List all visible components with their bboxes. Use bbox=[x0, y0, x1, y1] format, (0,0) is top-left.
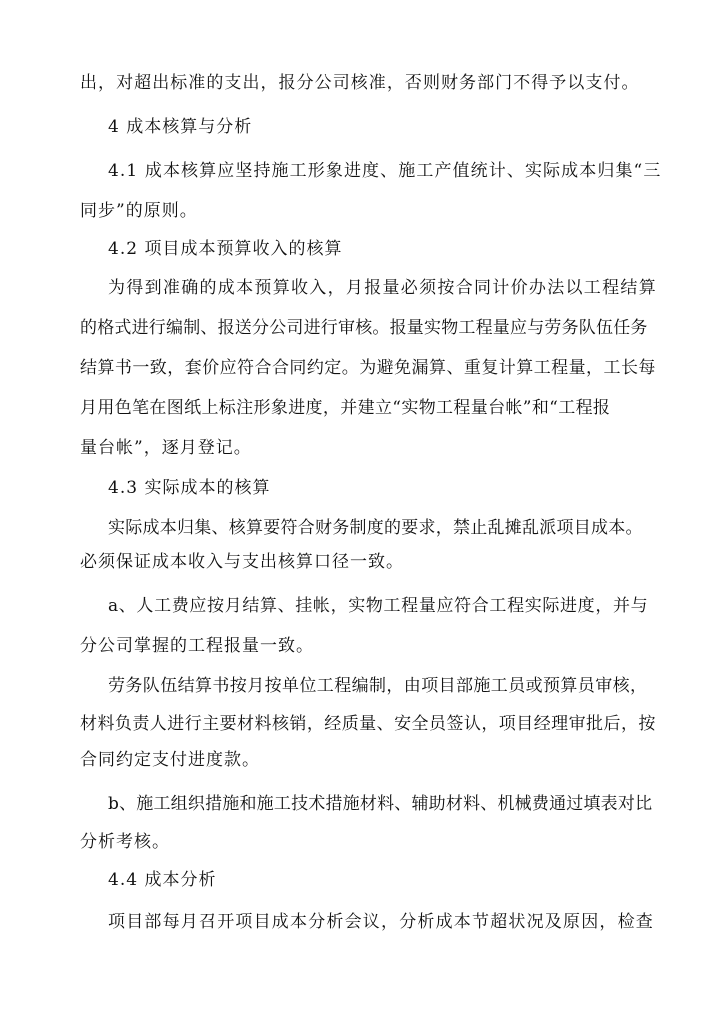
body-text-line: 材料负责人进行主要材料核销，经质量、安全员签认，项目经理审批后，按 bbox=[80, 714, 656, 734]
body-text-line: 必须保证成本收入与支出核算口径一致。 bbox=[80, 552, 404, 572]
body-text-line: 实际成本归集、核算要符合财务制度的要求，禁止乱摊乱派项目成本。 bbox=[108, 518, 643, 538]
body-text-line: 同步”的原则。 bbox=[80, 201, 198, 221]
subsection-heading: 4.4 成本分析 bbox=[108, 870, 217, 890]
body-text-line: 出，对超出标准的支出，报分公司核准，否则财务部门不得予以支付。 bbox=[80, 73, 640, 93]
body-text-line: 分公司掌握的工程报量一致。 bbox=[80, 636, 314, 656]
body-text-line: 的格式进行编制、报送分公司进行审核。报量实物工程量应与劳务队伍任务 bbox=[80, 318, 648, 338]
body-text-line: 月用色笔在图纸上标注形象进度，并建立“实物工程量台帐”和“工程报 bbox=[80, 398, 611, 418]
section-heading: 4 成本核算与分析 bbox=[108, 117, 253, 137]
body-text-line: 为得到准确的成本预算收入，月报量必须按合同计价办法以工程结算 bbox=[108, 278, 657, 298]
body-text-line: 结算书一致，套价应符合合同约定。为避免漏算、重复计算工程量，工长每 bbox=[80, 358, 656, 378]
body-text-line: b、施工组织措施和施工技术措施材料、辅助材料、机械费通过填表对比 bbox=[108, 794, 653, 814]
subsection-heading: 4.2 项目成本预算收入的核算 bbox=[108, 239, 343, 259]
body-text-line: 合同约定支付进度款。 bbox=[80, 750, 260, 770]
subsection-heading: 4.3 实际成本的核算 bbox=[108, 478, 271, 498]
body-text-line: 项目部每月召开项目成本分析会议，分析成本节超状况及原因，检查 bbox=[108, 912, 654, 932]
body-text-line: 量台帐”，逐月登记。 bbox=[80, 438, 252, 458]
body-text-line: 4.1 成本核算应坚持施工形象进度、施工产值统计、实际成本归集“三 bbox=[108, 161, 662, 181]
body-text-line: 劳务队伍结算书按月按单位工程编制，由项目部施工员或预算员审核， bbox=[108, 676, 648, 696]
body-text-line: 分析考核。 bbox=[80, 832, 170, 852]
body-text-line: a、人工费应按月结算、挂帐，实物工程量应符合工程实际进度，并与 bbox=[108, 596, 649, 616]
